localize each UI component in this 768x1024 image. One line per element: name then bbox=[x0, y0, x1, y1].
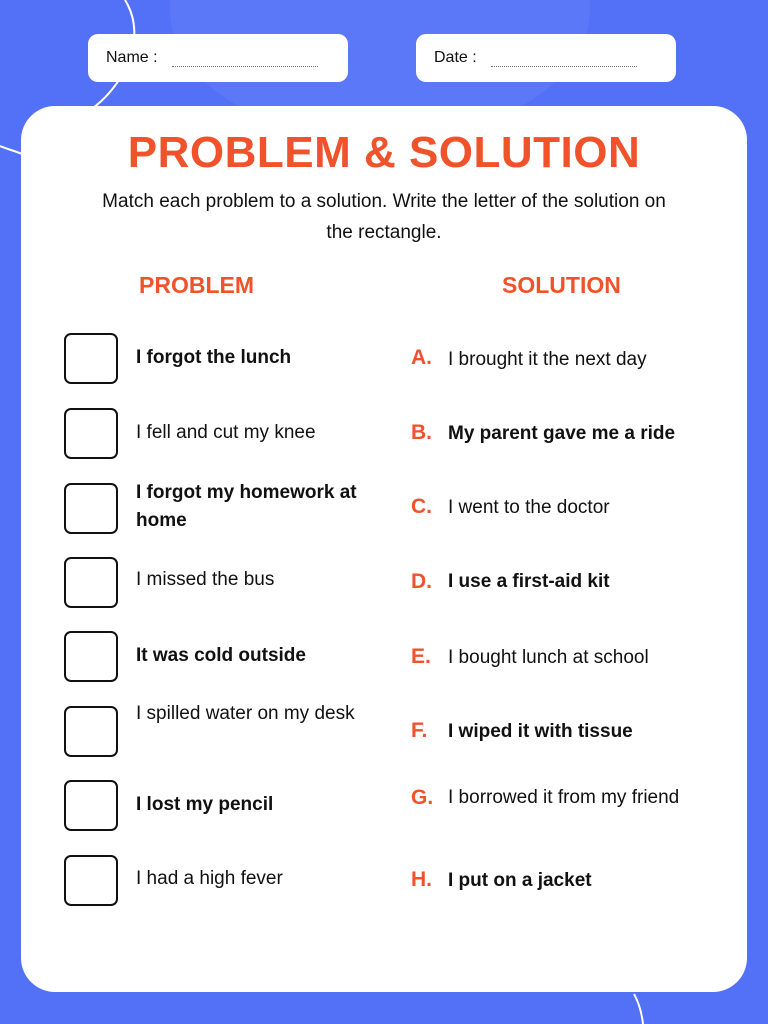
solution-letter-a: A. bbox=[411, 346, 432, 369]
date-label: Date : bbox=[434, 49, 477, 66]
solution-letter-b: B. bbox=[411, 421, 432, 444]
worksheet-instructions: Match each problem to a solution. Write the letter of the solution on the rectangle. bbox=[102, 191, 666, 243]
answer-box-1[interactable] bbox=[64, 333, 118, 384]
answer-box-4[interactable] bbox=[64, 557, 118, 608]
problem-6: I spilled water on my desk bbox=[136, 703, 355, 724]
solution-g: I borrowed it from my friend bbox=[448, 787, 680, 808]
problem-5: It was cold outside bbox=[136, 645, 306, 666]
answer-box-6[interactable] bbox=[64, 706, 118, 757]
name-label: Name : bbox=[106, 49, 158, 66]
solution-letter-f: F. bbox=[411, 719, 428, 742]
solution-letter-h: H. bbox=[411, 868, 432, 891]
solution-letter-e: E. bbox=[411, 645, 431, 668]
solution-d: I use a first-aid kit bbox=[448, 571, 610, 592]
name-input-line[interactable] bbox=[172, 65, 318, 67]
solution-column-heading: SOLUTION bbox=[502, 272, 621, 298]
problem-column-heading: PROBLEM bbox=[139, 272, 254, 298]
problem-8: I had a high fever bbox=[136, 868, 283, 889]
problem-3: I forgot my homework at home bbox=[136, 482, 357, 531]
name-field[interactable] bbox=[88, 34, 348, 82]
problem-7: I lost my pencil bbox=[136, 794, 274, 815]
solution-letter-d: D. bbox=[411, 570, 432, 593]
solution-h: I put on a jacket bbox=[448, 870, 592, 891]
solution-a: I brought it the next day bbox=[448, 349, 647, 370]
answer-box-7[interactable] bbox=[64, 780, 118, 831]
answer-box-3[interactable] bbox=[64, 483, 118, 534]
answer-box-8[interactable] bbox=[64, 855, 118, 906]
solution-f: I wiped it with tissue bbox=[448, 721, 633, 742]
solution-letter-g: G. bbox=[411, 786, 434, 809]
problem-2: I fell and cut my knee bbox=[136, 422, 316, 443]
problem-4: I missed the bus bbox=[136, 569, 275, 590]
answer-box-2[interactable] bbox=[64, 408, 118, 459]
answer-box-5[interactable] bbox=[64, 631, 118, 682]
date-field[interactable] bbox=[416, 34, 676, 82]
solution-c: I went to the doctor bbox=[448, 497, 610, 518]
solution-e: I bought lunch at school bbox=[448, 647, 649, 668]
solution-letter-c: C. bbox=[411, 495, 432, 518]
worksheet-title: PROBLEM & SOLUTION bbox=[127, 128, 641, 177]
problem-1: I forgot the lunch bbox=[136, 347, 292, 368]
solution-b: My parent gave me a ride bbox=[448, 423, 676, 444]
date-input-line[interactable] bbox=[491, 65, 637, 67]
